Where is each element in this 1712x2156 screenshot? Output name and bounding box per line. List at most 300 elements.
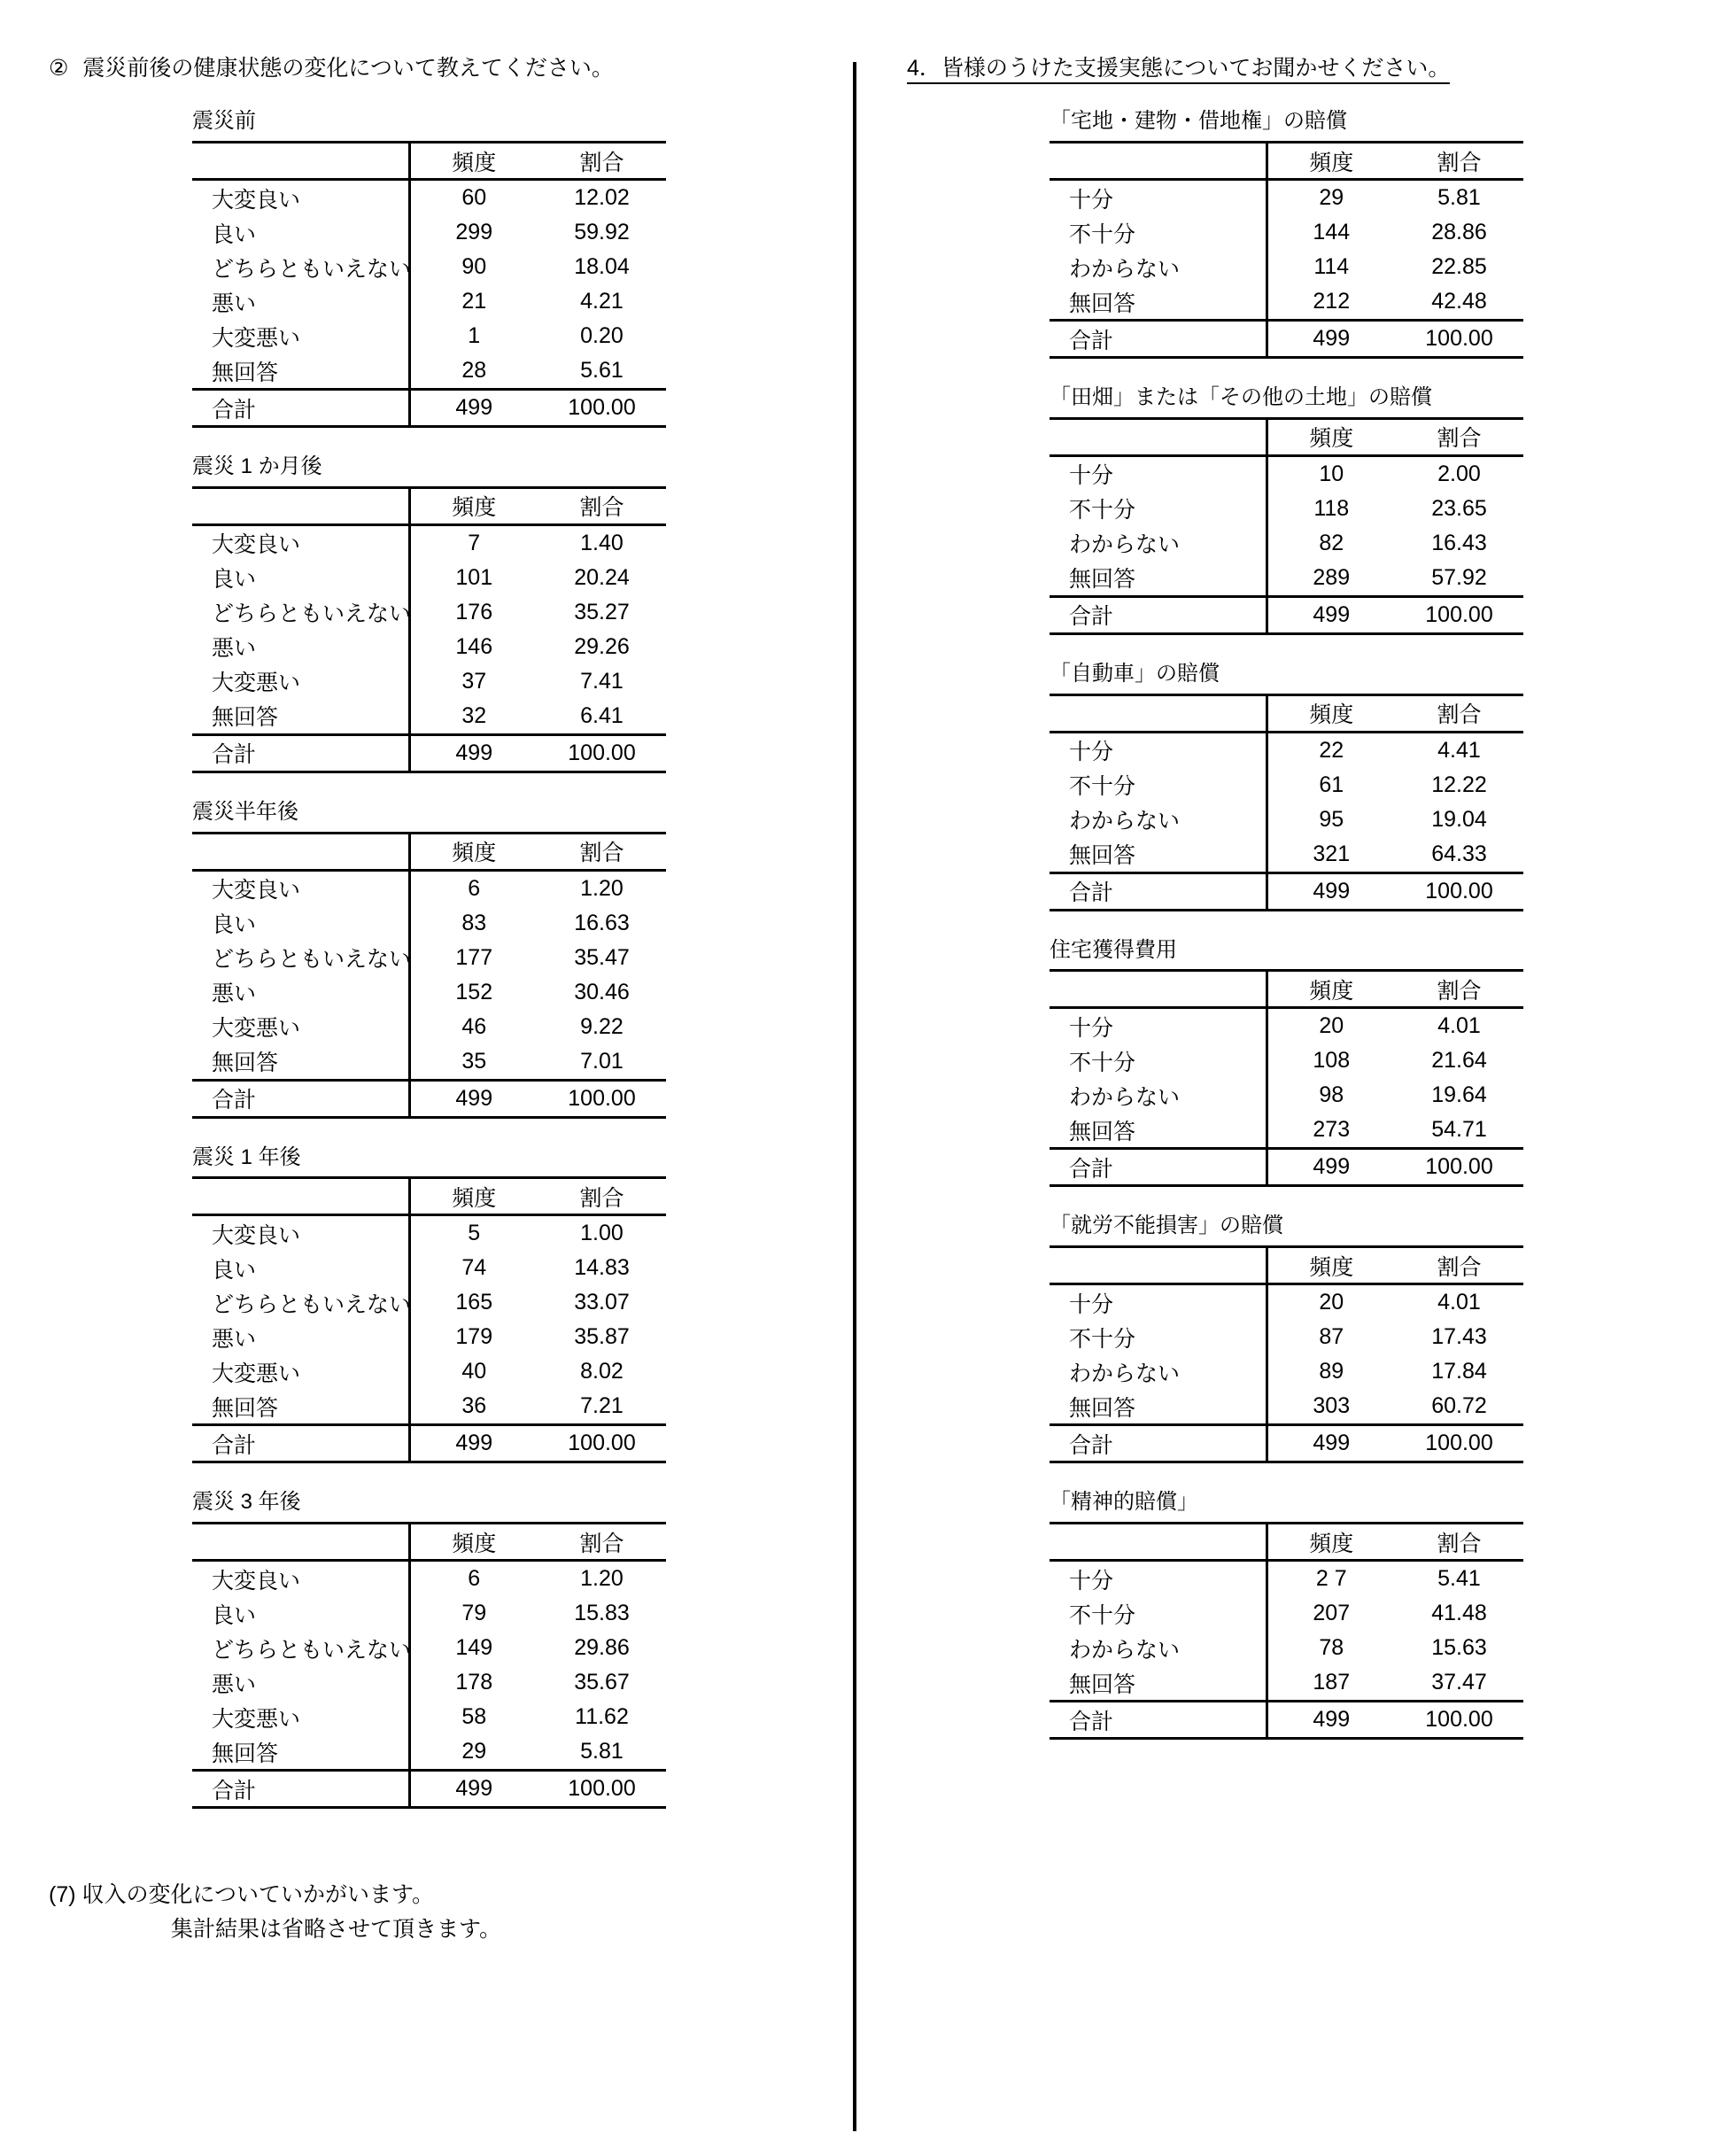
row-percentage: 35.47	[574, 944, 630, 970]
row-frequency: 37	[461, 668, 487, 694]
row-frequency: 40	[461, 1359, 487, 1384]
table-row	[192, 1665, 666, 1700]
row-percentage: 57.92	[1431, 564, 1487, 590]
row-label: 大変悪い	[192, 1700, 409, 1734]
table-total-row	[1050, 596, 1523, 633]
row-percentage: 42.48	[1431, 289, 1487, 314]
row-percentage: 60.72	[1431, 1393, 1487, 1419]
total-label: 合計	[192, 390, 409, 427]
table-total-row	[1050, 872, 1523, 910]
total-frequency: 499	[1267, 1149, 1395, 1186]
total-frequency: 499	[1267, 596, 1395, 633]
row-percentage: 1.40	[580, 530, 624, 555]
row-label: 無回答	[1050, 837, 1267, 873]
row-frequency: 32	[461, 702, 487, 728]
row-percentage: 16.43	[1431, 530, 1487, 555]
row-frequency: 20	[1319, 1013, 1344, 1039]
table-header-row	[192, 1178, 666, 1215]
row-percentage: 23.65	[1431, 495, 1487, 521]
total-percentage: 100.00	[538, 390, 666, 427]
row-label: 十分	[1050, 180, 1267, 216]
row-label: 大変良い	[192, 180, 409, 216]
table-header-row	[1050, 1247, 1523, 1284]
row-frequency: 10	[1319, 461, 1344, 486]
total-percentage: 100.00	[538, 1425, 666, 1462]
table-row	[192, 664, 666, 699]
total-percentage: 100.00	[1395, 321, 1523, 358]
column-header-frequency: 頻度	[1267, 1247, 1395, 1284]
table-row	[1050, 837, 1523, 873]
column-header-percentage: 割合	[1395, 1247, 1523, 1284]
row-label: 悪い	[192, 284, 409, 319]
footnote-block	[49, 1878, 853, 1947]
column-header-frequency: 頻度	[409, 1524, 538, 1561]
row-frequency: 28	[461, 358, 487, 384]
row-percentage: 11.62	[575, 1704, 629, 1730]
total-label: 合計	[192, 1425, 409, 1462]
table-row	[1050, 1665, 1523, 1702]
table-row	[1050, 1354, 1523, 1389]
row-frequency: 60	[461, 185, 487, 211]
row-frequency: 7	[468, 530, 481, 555]
row-frequency: 35	[461, 1048, 487, 1074]
table-row	[1050, 455, 1523, 492]
right-column	[856, 0, 1712, 1740]
row-frequency: 179	[455, 1324, 493, 1350]
table-header-row	[1050, 694, 1523, 732]
table-caption: 震災前	[192, 109, 256, 134]
table-caption: 震災 1 年後	[192, 1144, 301, 1169]
total-label: 合計	[1050, 872, 1267, 910]
row-frequency: 6	[468, 875, 481, 901]
column-header-percentage: 割合	[1395, 694, 1523, 732]
total-percentage: 100.00	[538, 734, 666, 772]
table-row	[1050, 1113, 1523, 1149]
row-label: 不十分	[1050, 1596, 1267, 1631]
row-percentage: 4.21	[580, 289, 624, 314]
table-row	[192, 353, 666, 390]
row-frequency: 58	[461, 1704, 487, 1730]
frequency-table	[1050, 969, 1523, 1187]
frequency-table	[192, 832, 666, 1119]
table-row	[192, 1354, 666, 1389]
table-total-row	[192, 734, 666, 772]
column-header-blank	[192, 833, 409, 870]
row-label: どちらともいえない	[192, 1285, 409, 1320]
frequency-table	[192, 141, 666, 428]
row-frequency: 108	[1313, 1048, 1351, 1074]
row-frequency: 83	[461, 910, 487, 935]
row-frequency: 2 7	[1315, 1566, 1347, 1592]
row-frequency: 101	[455, 564, 493, 590]
row-percentage: 5.81	[1437, 185, 1481, 211]
column-header-percentage: 割合	[538, 1524, 666, 1561]
total-frequency: 499	[409, 390, 538, 427]
row-label: 十分	[1050, 1284, 1267, 1321]
row-percentage: 20.24	[574, 564, 630, 590]
row-percentage: 7.21	[580, 1393, 624, 1419]
row-percentage: 15.83	[574, 1601, 630, 1626]
table-row	[1050, 180, 1523, 216]
row-label: 不十分	[1050, 1043, 1267, 1078]
column-header-frequency: 頻度	[409, 1178, 538, 1215]
row-percentage: 12.02	[574, 185, 630, 211]
row-label: どちらともいえない	[192, 941, 409, 975]
table-row	[1050, 492, 1523, 526]
row-label: わからない	[1050, 250, 1267, 284]
row-frequency: 46	[461, 1013, 487, 1039]
row-percentage: 19.04	[1431, 806, 1487, 832]
table-block	[192, 1490, 853, 1809]
table-total-row	[1050, 1149, 1523, 1186]
row-percentage: 29.86	[574, 1635, 630, 1661]
row-percentage: 5.81	[580, 1739, 624, 1764]
row-frequency: 114	[1313, 254, 1350, 280]
row-percentage: 4.41	[1437, 737, 1481, 763]
row-percentage: 12.22	[1431, 772, 1487, 797]
column-header-blank	[1050, 694, 1267, 732]
row-label: 無回答	[192, 1734, 409, 1771]
table-header-row	[192, 487, 666, 524]
column-header-percentage: 割合	[1395, 143, 1523, 180]
table-row	[192, 1389, 666, 1425]
row-label: 良い	[192, 1251, 409, 1285]
total-frequency: 499	[409, 1425, 538, 1462]
table-block	[1050, 662, 1712, 911]
total-percentage: 100.00	[538, 1771, 666, 1808]
row-label: 悪い	[192, 1320, 409, 1354]
column-header-blank	[1050, 1247, 1267, 1284]
table-total-row	[192, 1771, 666, 1808]
table-row	[1050, 803, 1523, 837]
column-header-blank	[192, 1178, 409, 1215]
row-percentage: 35.87	[574, 1324, 630, 1350]
table-row	[1050, 1389, 1523, 1425]
column-header-percentage: 割合	[538, 833, 666, 870]
table-row	[192, 215, 666, 250]
right-heading-marker: 4．	[907, 56, 941, 81]
row-label: 不十分	[1050, 768, 1267, 803]
row-percentage: 6.41	[580, 702, 624, 728]
row-percentage: 7.01	[580, 1048, 624, 1074]
row-frequency: 178	[455, 1670, 493, 1695]
table-header-row	[1050, 143, 1523, 180]
row-percentage: 28.86	[1431, 220, 1487, 245]
row-frequency: 79	[461, 1601, 487, 1626]
row-percentage: 21.64	[1431, 1048, 1487, 1074]
row-frequency: 6	[468, 1566, 481, 1592]
column-header-frequency: 頻度	[409, 143, 538, 180]
table-row	[1050, 250, 1523, 284]
row-percentage: 22.85	[1431, 254, 1487, 280]
row-frequency: 29	[1319, 185, 1344, 211]
row-frequency: 5	[468, 1221, 481, 1246]
table-caption: 「精神的賠償」	[1050, 1490, 1198, 1515]
table-block	[1050, 1214, 1712, 1463]
footnote-text-1: 収入の変化についていかがいます。	[81, 1882, 435, 1908]
row-label: 無回答	[192, 353, 409, 390]
table-header-row	[192, 1524, 666, 1561]
footnote-line-2: 集計結果は省略させて頂きます。	[171, 1916, 502, 1942]
row-label: 悪い	[192, 1665, 409, 1700]
table-block	[192, 1145, 853, 1464]
table-row	[1050, 1596, 1523, 1631]
column-header-frequency: 頻度	[1267, 694, 1395, 732]
row-label: 不十分	[1050, 492, 1267, 526]
table-row	[1050, 284, 1523, 321]
row-label: 良い	[192, 215, 409, 250]
row-percentage: 17.43	[1431, 1324, 1487, 1350]
row-percentage: 30.46	[574, 979, 630, 1004]
row-percentage: 41.48	[1431, 1601, 1487, 1626]
row-label: 十分	[1050, 732, 1267, 768]
left-heading-label: 震災前後の健康状態の変化について教えてください。	[82, 56, 614, 81]
table-total-row	[192, 1425, 666, 1462]
left-section-heading	[49, 55, 853, 82]
table-row	[1050, 1008, 1523, 1044]
table-block	[192, 109, 853, 428]
row-label: 無回答	[192, 1389, 409, 1425]
table-row	[192, 1215, 666, 1252]
total-percentage: 100.00	[1395, 1149, 1523, 1186]
row-label: 大変良い	[192, 870, 409, 906]
row-label: 無回答	[1050, 561, 1267, 597]
column-header-frequency: 頻度	[1267, 971, 1395, 1008]
total-frequency: 499	[1267, 1425, 1395, 1462]
table-block	[1050, 109, 1712, 359]
row-percentage: 18.04	[574, 254, 630, 280]
table-row	[192, 870, 666, 906]
row-label: 無回答	[1050, 284, 1267, 321]
row-frequency: 78	[1319, 1635, 1344, 1661]
row-frequency: 273	[1313, 1117, 1351, 1143]
row-frequency: 87	[1319, 1324, 1344, 1350]
column-header-frequency: 頻度	[1267, 1524, 1395, 1561]
row-percentage: 35.67	[574, 1670, 630, 1695]
total-frequency: 499	[1267, 1702, 1395, 1739]
row-percentage: 59.92	[574, 220, 630, 245]
total-frequency: 499	[1267, 872, 1395, 910]
table-row	[192, 319, 666, 353]
table-row	[192, 595, 666, 630]
total-label: 合計	[1050, 1425, 1267, 1462]
table-row	[192, 906, 666, 941]
table-row	[192, 524, 666, 561]
footnote-marker: (7)	[49, 1882, 76, 1908]
left-column	[0, 0, 853, 1947]
row-frequency: 177	[455, 944, 493, 970]
row-frequency: 212	[1313, 289, 1351, 314]
column-header-blank	[1050, 971, 1267, 1008]
table-row	[1050, 561, 1523, 597]
row-frequency: 61	[1319, 772, 1344, 797]
table-row	[192, 561, 666, 595]
column-header-percentage: 割合	[538, 1178, 666, 1215]
row-frequency: 144	[1313, 220, 1351, 245]
row-frequency: 187	[1313, 1670, 1351, 1695]
row-frequency: 74	[461, 1255, 487, 1281]
left-table-list	[0, 109, 853, 1809]
row-frequency: 176	[455, 599, 493, 624]
total-label: 合計	[1050, 596, 1267, 633]
table-block	[1050, 385, 1712, 635]
row-label: 大変悪い	[192, 1010, 409, 1044]
table-row	[192, 1251, 666, 1285]
row-percentage: 8.02	[580, 1359, 624, 1384]
row-percentage: 1.20	[580, 875, 624, 901]
row-frequency: 21	[461, 289, 487, 314]
frequency-table	[1050, 141, 1523, 359]
column-header-percentage: 割合	[538, 143, 666, 180]
row-percentage: 17.84	[1431, 1359, 1487, 1384]
row-label: 大変良い	[192, 1215, 409, 1252]
row-label: どちらともいえない	[192, 250, 409, 284]
row-label: 不十分	[1050, 1320, 1267, 1354]
total-percentage: 100.00	[538, 1080, 666, 1117]
table-row	[192, 180, 666, 216]
row-percentage: 9.22	[580, 1013, 624, 1039]
row-frequency: 207	[1313, 1601, 1351, 1626]
row-frequency: 29	[461, 1739, 487, 1764]
table-row	[1050, 1631, 1523, 1665]
column-header-blank	[1050, 1524, 1267, 1561]
row-frequency: 165	[455, 1290, 493, 1315]
table-block	[192, 454, 853, 773]
row-label: 十分	[1050, 455, 1267, 492]
row-label: 無回答	[1050, 1389, 1267, 1425]
column-header-percentage: 割合	[1395, 1524, 1523, 1561]
frequency-table	[192, 1522, 666, 1809]
column-header-blank	[1050, 143, 1267, 180]
column-header-frequency: 頻度	[409, 487, 538, 524]
column-header-blank	[192, 143, 409, 180]
table-header-row	[1050, 1524, 1523, 1561]
row-label: どちらともいえない	[192, 595, 409, 630]
row-label: 良い	[192, 906, 409, 941]
total-percentage: 100.00	[1395, 1425, 1523, 1462]
row-percentage: 14.83	[574, 1255, 630, 1281]
row-percentage: 54.71	[1431, 1117, 1487, 1143]
table-row	[192, 1044, 666, 1081]
row-label: 大変悪い	[192, 664, 409, 699]
table-caption: 「就労不能損害」の賠償	[1050, 1214, 1283, 1238]
footnote-line-1	[49, 1878, 853, 1912]
column-header-percentage: 割合	[538, 487, 666, 524]
row-frequency: 146	[455, 633, 493, 659]
row-label: わからない	[1050, 526, 1267, 561]
table-row	[1050, 1320, 1523, 1354]
row-label: どちらともいえない	[192, 1631, 409, 1665]
table-row	[192, 630, 666, 664]
row-frequency: 20	[1319, 1290, 1344, 1315]
row-percentage: 4.01	[1437, 1290, 1481, 1315]
column-header-blank	[1050, 418, 1267, 455]
row-label: 良い	[192, 1596, 409, 1631]
row-frequency: 95	[1319, 806, 1344, 832]
row-label: 無回答	[192, 699, 409, 735]
table-total-row	[192, 1080, 666, 1117]
row-frequency: 90	[461, 254, 487, 280]
row-frequency: 299	[455, 220, 493, 245]
table-row	[192, 1700, 666, 1734]
frequency-table	[192, 486, 666, 773]
frequency-table	[192, 1176, 666, 1463]
table-row	[1050, 1561, 1523, 1597]
row-percentage: 19.64	[1431, 1082, 1487, 1108]
table-caption: 「宅地・建物・借地権」の賠償	[1050, 109, 1347, 134]
table-row	[192, 1561, 666, 1597]
table-row	[192, 1285, 666, 1320]
total-frequency: 499	[409, 1080, 538, 1117]
row-label: わからない	[1050, 1631, 1267, 1665]
row-frequency: 1	[468, 323, 481, 349]
table-row	[1050, 732, 1523, 768]
row-label: 無回答	[1050, 1113, 1267, 1149]
row-label: 悪い	[192, 975, 409, 1010]
frequency-table	[1050, 1522, 1523, 1740]
row-percentage: 5.61	[580, 358, 624, 384]
row-percentage: 7.41	[580, 668, 624, 694]
table-row	[192, 1596, 666, 1631]
row-percentage: 15.63	[1431, 1635, 1487, 1661]
table-row	[192, 250, 666, 284]
row-label: わからない	[1050, 1354, 1267, 1389]
table-caption: 震災半年後	[192, 799, 298, 824]
row-label: 無回答	[192, 1044, 409, 1081]
table-row	[192, 1320, 666, 1354]
column-header-frequency: 頻度	[1267, 143, 1395, 180]
total-frequency: 499	[1267, 321, 1395, 358]
table-total-row	[192, 390, 666, 427]
table-total-row	[1050, 1702, 1523, 1739]
row-percentage: 16.63	[574, 910, 630, 935]
table-row	[192, 1010, 666, 1044]
table-row	[192, 699, 666, 735]
row-frequency: 118	[1313, 495, 1350, 521]
row-frequency: 36	[461, 1393, 487, 1419]
table-caption: 震災 3 年後	[192, 1490, 301, 1515]
row-percentage: 64.33	[1431, 841, 1487, 866]
table-header-row	[192, 143, 666, 180]
row-percentage: 33.07	[574, 1290, 630, 1315]
table-row	[192, 1734, 666, 1771]
table-row	[1050, 768, 1523, 803]
row-label: わからない	[1050, 1078, 1267, 1113]
row-label: 大変良い	[192, 524, 409, 561]
right-heading-label-wrap	[907, 56, 1450, 84]
row-frequency: 98	[1319, 1082, 1344, 1108]
table-total-row	[1050, 1425, 1523, 1462]
row-percentage: 5.41	[1437, 1566, 1481, 1592]
frequency-table	[1050, 1245, 1523, 1463]
table-header-row	[1050, 971, 1523, 1008]
row-frequency: 89	[1319, 1359, 1344, 1384]
row-label: 大変良い	[192, 1561, 409, 1597]
row-label: わからない	[1050, 803, 1267, 837]
total-label: 合計	[192, 1080, 409, 1117]
column-header-blank	[192, 487, 409, 524]
table-caption: 住宅獲得費用	[1050, 937, 1177, 962]
table-caption: 「田畑」または「その他の土地」の賠償	[1050, 385, 1432, 410]
row-frequency: 152	[455, 979, 493, 1004]
frequency-table	[1050, 417, 1523, 635]
row-percentage: 37.47	[1431, 1670, 1487, 1695]
row-frequency: 82	[1319, 530, 1344, 555]
total-frequency: 499	[409, 1771, 538, 1808]
table-row	[1050, 1078, 1523, 1113]
row-percentage: 0.20	[580, 323, 624, 349]
table-row	[1050, 526, 1523, 561]
